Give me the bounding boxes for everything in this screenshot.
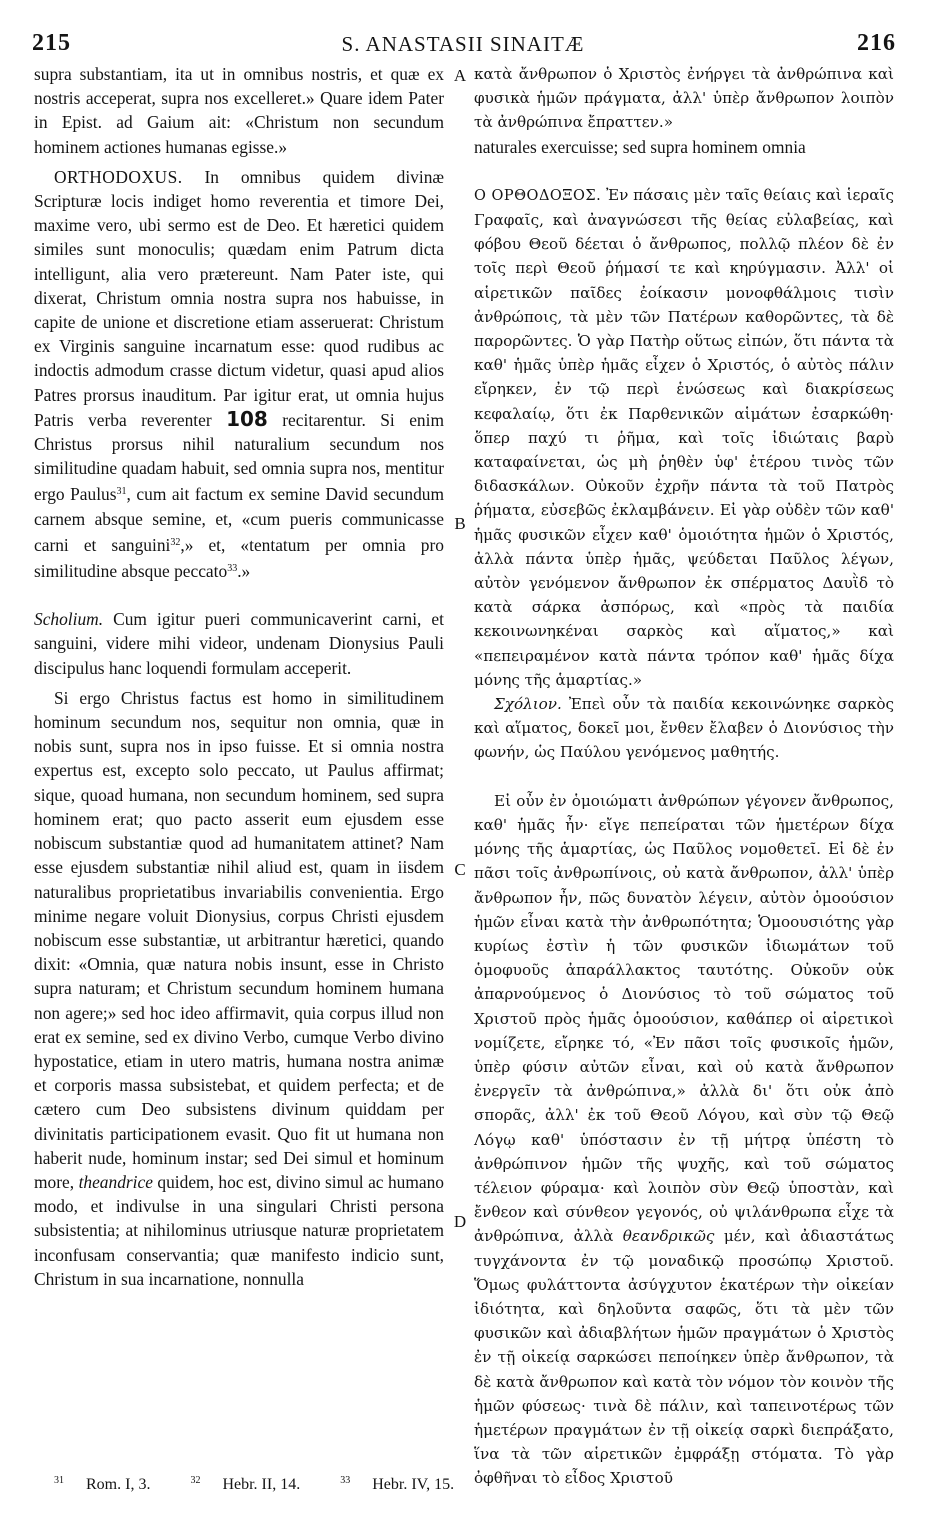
latin-scholium-title: Scholium. (34, 609, 104, 630)
greek-column (474, 62, 894, 1491)
margin-letter-d: D (453, 1212, 467, 1231)
greek-paragraph-1: κατὰ ἄνθρωπον ὁ Χριστὸς ἐνήργει τὰ ἀνθρώπινα καὶ φυσικὰ ἡμῶν πράγματα, ἀλλ' ὑπὲρ ἄνθρωπον λοιπὸν τὰ ἀνθρώπινα ἔπραττεν.» (474, 65, 894, 132)
footnote-33: $^{33}$ Hebr. IV, 15. (340, 1475, 455, 1493)
greek-scholium: Σχόλιον. Ἐπεὶ οὖν τὰ παιδία κεκοινώνηκε σαρκὸς καὶ αἵματος, δοκεῖ μοι, ἔνθεν ἔλαβεν ὁ Διονύσιος τὴν φωνήν, ὡς Παύλου γενόμενος μαθητής. (474, 695, 894, 762)
latin-paragraph-4: Si ergo Christus factus est homo in similitudinem hominum secundum nos, sequitur non omnia, quæ in nobis sunt, supra nos in ipso fuisse. Et si omnia nostra expertus est, excepto solo peccato, ut Paulus affirmat; sique, quoad humana, non secundum hominem, sed supra hominem erat; quo pacto asserit eum ejusdem esse nobiscum substantiæ quod ad humanitatem attinet? Nam esse ejusdem substantiæ nihil aliud est, quam in iisdem naturalibus proprietatibus invariabilis convenientia. Ergo minime negare voluit Dionysius, corpus Christi ejusdem nobiscum esse substantiæ, ut arbitrantur hæretici, quando dixit: «Omnia, quæ natura nobis insunt, esse in Christo supra naturam; et Christum secundum hominem humana non agere;» sed hoc ideo affirmavit, quia corpus illud non erat ex semine, sed ex divino Verbo, cumque Verbo divino hypostatice, etiam in utero matris, humana nostra animæ et corporis massa subsistebat, et quidem perfecta; et de cætero cum Deo subsistens divinum quiddam per divinitatis participationem evasit. Quo fit ut humana non haberit nude, hominum instar; sed Dei simul et hominum more, theandrice quidem, hoc est, divino simul ac humano modo, et indivulse in una singulari Christi persona subsistentia; at nihilominus utriusque naturæ proprietatem inconfusam conservantia; quæ manifesto indicio sunt, Christum in sua incarnatione, nonnulla (34, 687, 444, 1289)
greek-paragraph-4: Εἰ οὖν ἐν ὁμοιώματι ἀνθρώπων γέγονεν ἄνθρωπος, καθ' ἡμᾶς ἦν· εἴγε πεπείραται τῶν ἡμετέρων δίχα μόνης τῆς ἁμαρτίας, ὡς Παῦλος νομοθετεῖ. Εἰ δὲ ἐν πᾶσι τοῖς ἀνθρωπίνοις, οὐ κατὰ ἄνθρωπον, ἀλλ' ὑπὲρ ἄνθρωπον ἦν, πῶς δυνατὸν λέγειν, αὐτὸν ὁμοούσιον ἡμῶν εἶναι κατὰ τὴν ἀνθρωπότητα; Ὁμοουσιότης γὰρ κυρίως ἐστὶν ἡ τῶν φυσικῶν ἰδιωμάτων τοῦ ὁμοφυοῦς ἀπαράλλακτος ταυτότης. Οὐκοῦν οὐκ ἀπαρνούμενος ὁ Διονύσιος τὸ τοῦ σώματος τοῦ Χριστοῦ πρὸς ἡμᾶς ὁμοούσιον, καθάπερ οἱ αἱρετικοὶ νομίζετε, εἴρηκε τό, «Ἐν πᾶσι τοῖς φυσικοῖς ἡμῶν, ὑπὲρ φύσιν αὐτῶν εἶναι, καὶ οὐ κατὰ ἄνθρωπον ἐνεργεῖν τὰ ἀνθρώπινα,» ἀλλὰ δι' ὅτι οὐκ ἀπὸ σπορᾶς, ἀλλ' ἐκ τοῦ Θεοῦ Λόγου, καὶ σὺν τῷ Θεῷ Λόγῳ καθ' ὑπόστασιν ἐν τῇ μήτρᾳ ὑπέστη τὸ ἀνθρώπινον ἡμῶν τῆς ψυχῆς, καὶ τοῦ σώματος τέλειον φύραμα· καὶ λοιπὸν σὺν Θεῷ ὑποστὰν, καὶ ἔνθεον καὶ σύνθεον γεγονός, οὐ ψιλάνθρωπα εἶχε τὰ ἀνθρώπινα, ἀλλὰ θεανδρικῶς μέν, καὶ ἀδιαστάτως τυγχάνοντα ἐν τῷ μοναδικῷ προσώπῳ Χριστοῦ. Ὅμως φυλάττοντα ἀσύγχυτον ἑκατέρων τὴν οἰκείαν ἰδιότητα, καὶ δηλοῦντα σαφῶς, ὅτι τὰ μὲν τῶν φυσικῶν καὶ ἀδιαβλήτων ἡμῶν πραγμάτων ὁ Χριστὸς ἐν τῇ οἰκείᾳ σαρκώσει πεποίηκεν ὑπὲρ ἄνθρωπον, τὰ δὲ κατὰ ἄνθρωπον καὶ κατὰ τὸν νόμον τὸν κοινὸν τῆς ἡμῶν φύσεως· τινὰ δὲ πάλιν, καὶ ταπεινοτέρως τῶν ἡμετέρων πραγμάτων ἐν τῇ οἰκείᾳ σαρκὶ διεπράξατο, ἵνα τὰ τῶν αἱρετικῶν ἐμφράξῃ στόματα. Τὸ γὰρ ὀφθῆναι τὸ εἶδος Χριστοῦ (474, 791, 895, 1488)
greek-speaker-orthodoxus: Ο ΟΡΘΟΔΟΞΟΣ. (474, 187, 602, 204)
latin-column (34, 62, 444, 1291)
greek-theandrikos: θεανδρικῶς (622, 1227, 715, 1246)
latin-paragraph-1: supra substantiam, ita ut in omnibus nostris, et quæ ex nostris acceperat, supra nos excelleret.» Quare idem Pater in Epist. ad Gaium ait: «Christum non secundum hominem actiones humanas egisse.» (34, 64, 444, 157)
greek-paragraph-2: Ο ΟΡΘΟΔΟΞΟΣ. Ἐν πάσαις μὲν ταῖς θείαις καὶ ἱεραῖς Γραφαῖς, καὶ ἀναγνώσεσι τῆς θείας εὐλαβείας, καὶ φόβου Θεοῦ δέεται ὁ ἄνθρωπος, πολλῷ πλέον δὲ ἐν τοῖς περὶ Θεοῦ ῥήμασί τε καὶ κηρύγμασιν. Ἀλλ' οἱ αἱρετικῶν παῖδες ἐοίκασιν μονοφθάλμοις τισὶν ἀνθρώποις, τὰ μὲν τῶν Πατέρων καθορῶντες, τὰ δὲ παρορῶντες. Ὁ γὰρ Πατὴρ οὕτως εἰπών, ὅτι πάντα τὰ καθ' ἡμᾶς ὑπὲρ ἡμᾶς εἶχεν ὁ Χριστός, ὁ αὐτὸς πάλιν εἴρηκεν, ἐν τῷ περὶ ἑνώσεως καὶ διακρίσεως κεφαλαίῳ, ὅτι ἐκ Παρθενικῶν αἱμάτων ἐσαρκώθη· ὅπερ παχύ τι ῥῆμα, καὶ τοῖς ἰδιώταις βαρὺ καταφαίνεται, ὡς μὴ ῥηθὲν ὑφ' ἑτέρου τινὸς τῶν διδασκάλων. Οὐκοῦν ἐχρῆν πάντα τὰ τοῦ Πατρὸς ῥήματα, εὐσεβῶς ἐκλαμβάνειν. Εἰ γὰρ οὐδὲν τῶν καθ' ἡμᾶς φυσικῶν εἶχεν καθ' ὁμοιότητα ἡμῶν ὁ Χριστός, ἀλλὰ πάντα ὑπὲρ ἡμᾶς, ψεύδεται Παῦλος λέγων, αὐτὸν γενόμενον ἄνθρωπον ἐκ σπέρματος Δαυῒδ τὸ κατὰ σάρκα ἀσπόρως, καὶ «πρὸς τὰ παιδία κεκοινωνηκέναι σαρκὸς καὶ αἵματος,» καὶ «πεπειραμένον κατὰ πάντα τρόπον καθ' ἡμᾶς δίχα μόνης τῆς ἁμαρτίας.» (474, 185, 895, 689)
page-number-left: 215 (32, 30, 71, 56)
footnote-32: $^{32}$ Hebr. II, 14. (190, 1475, 301, 1493)
running-header (0, 30, 926, 60)
running-title: S. ANASTASII SINAITÆ (341, 32, 585, 56)
footnote-ref-33: 33 (227, 563, 238, 575)
footnote-31: $^{31}$ Rom. I, 3. (54, 1475, 151, 1493)
column-number: 108 (226, 406, 268, 431)
page-number-right: 216 (857, 30, 896, 56)
margin-letter-c: C (454, 860, 466, 879)
margin-letter-b: B (454, 514, 466, 533)
footnotes (54, 1475, 490, 1494)
footnote-ref-32: 32 (170, 536, 181, 548)
latin-speaker-orthodoxus: ORTHODOXUS. (54, 166, 183, 187)
margin-letter-a: A (453, 66, 467, 85)
latin-continuation-line: naturales exercuisse; sed supra hominem omnia (474, 136, 806, 157)
latin-theandrice: theandrice (78, 1171, 153, 1192)
latin-scholium: Scholium. Cum igitur pueri communicaverint carni, et sanguini, videre mihi videor, undenam Dionysius Pauli discipulus hanc loquendi formulam acceperit. (34, 609, 444, 678)
greek-scholium-title: Σχόλιον. (494, 695, 562, 714)
footnote-ref-31: 31 (116, 486, 127, 498)
latin-paragraph-2: ORTHODOXUS. In omnibus quidem divinæ Scripturæ locis indiget homo reverentia et timore Dei, maxime vero, ubi sermo est de Deo. Et hæretici quidem similes sunt monoculis; quædam enim Patrum dicta intelligunt, alia vero prætereunt. Nam Pater iste, qui dixerat, Christum omnia nostra supra nos habuisse, in capite de unione et discretione etiam asseruerat: Christum ex Virginis sanguine incarnatum esse: quod rudibus ac indoctis admodum crasse dictum videtur, quasi apud alios Patres prorsus inauditum. Par igitur erat, ut omnia hujus Patris verba reverenter 108 recitarentur. Si enim Christus prorsus nihil naturalium secundum nos similitudine quadam habuit, sed omnia supra nos, mentitur ergo Paulus$^{31}$, cum ait factum ex semine David secundum carnem absque semine, et, «cum pueris communicasse carni et sanguini$^{32}$,» et, «tentatum per omnia pro similitudine absque peccato$^{33}$.» (34, 166, 444, 582)
